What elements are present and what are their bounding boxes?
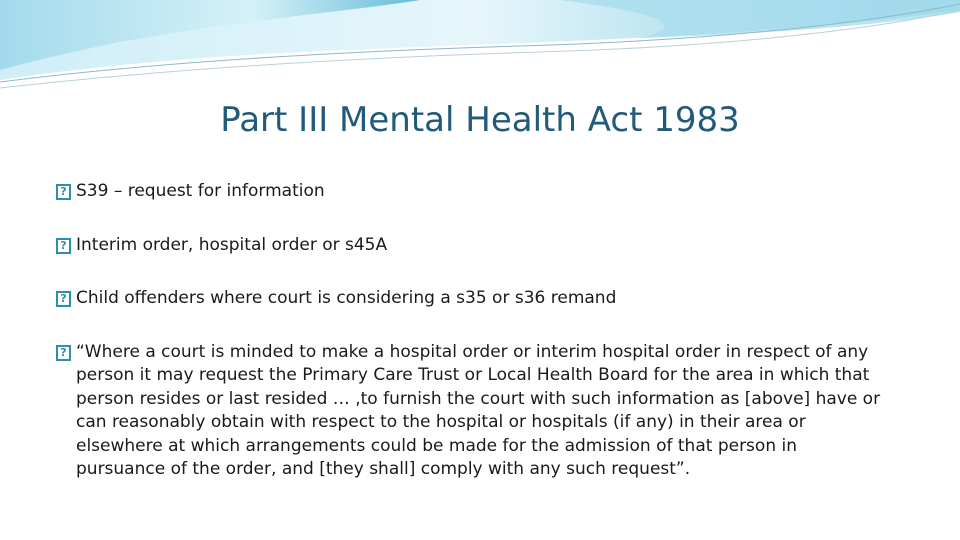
missing-glyph-icon <box>56 238 71 254</box>
missing-glyph-icon <box>56 291 71 307</box>
missing-glyph-icon <box>56 345 71 361</box>
missing-glyph-icon <box>56 184 71 200</box>
bullet-item <box>56 180 886 204</box>
bullet-text: Interim order, hospital order or s45A <box>76 234 388 255</box>
bullet-list <box>56 180 886 482</box>
bullet-item <box>56 234 886 258</box>
bullet-item <box>56 341 886 482</box>
bullet-item <box>56 287 886 311</box>
bullet-text: Child offenders where court is considering a s35 or s36 remand <box>76 288 617 308</box>
bullet-text: “Where a court is minded to make a hospital order or interim hospital order in respect of any person it may request the Primary Care Trust or Local Health Board for the area in which that person resides or last resided … ,to furnish the court with such information as [above] have or can reasonably obtain with respect to the hospital or hospitals (if any) in their area or elsewhere at which arrangements could be made for the admission of that person in pursuance of the order, and [they shall] comply with any such request”. <box>76 341 881 479</box>
bullet-text: S39 – request for information <box>76 181 325 201</box>
slide-title: Part III Mental Health Act 1983 <box>220 100 740 140</box>
header-wave-decoration <box>0 0 960 95</box>
